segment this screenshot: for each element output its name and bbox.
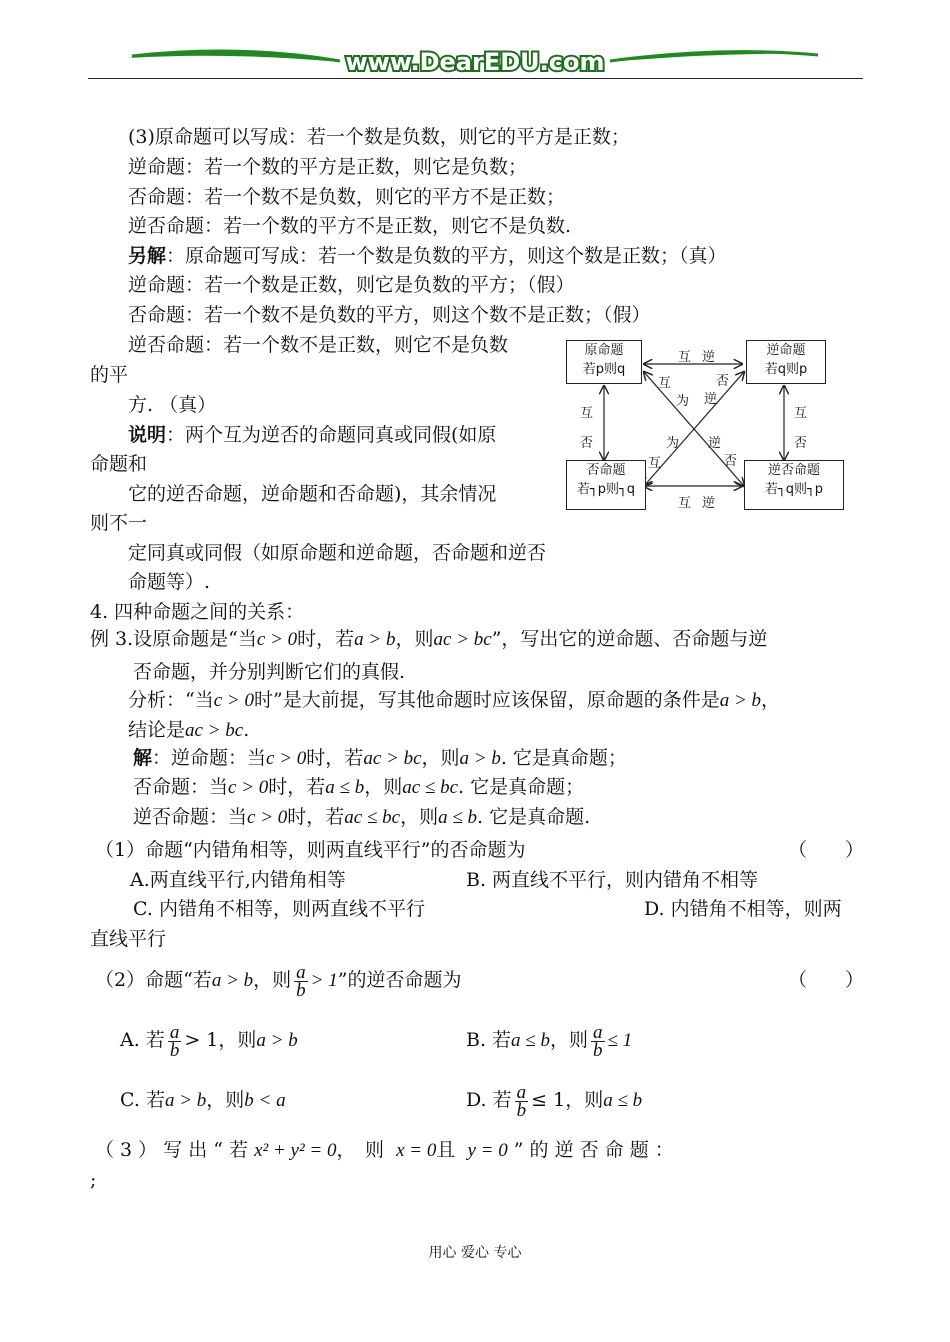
text-line: 逆否命题：若一个数不是正数，则它不是负数 xyxy=(128,334,509,356)
label-ni: 逆 xyxy=(702,350,716,365)
header-banner xyxy=(0,0,950,90)
text-line: 定同真或同假（如原命题和逆命题，否命题和逆否 xyxy=(128,542,547,564)
label-fou: 否 xyxy=(716,374,730,389)
conclusion-line: 结论是ac > bc. xyxy=(128,719,250,741)
q2-answer-paren: （ ） xyxy=(788,969,865,991)
text-line: 则不一 xyxy=(90,512,148,534)
q3-answer-end: ; xyxy=(90,1169,97,1191)
section-heading: 4. 四种命题之间的关系： xyxy=(90,601,305,623)
page-header xyxy=(0,0,950,90)
site-logo-text: www.DearEDU.com xyxy=(345,48,605,76)
text-line: 逆否命题：若一个数的平方不是正数，则它不是负数. xyxy=(128,215,572,237)
alt-solution-label: 另解 xyxy=(128,245,167,267)
text-line: 否命题：若一个数不是负数，则它的平方不是正数； xyxy=(128,186,566,208)
q1-answer-paren: （ ） xyxy=(788,839,865,861)
text-line: 命题和 xyxy=(90,453,148,475)
label-hu: 互 xyxy=(648,456,662,471)
text-line: 否命题：若一个数不是负数的平方，则这个数不是正数；（假） xyxy=(128,304,651,326)
label-hu: 互 xyxy=(678,496,692,511)
q1-option-c: C. 内错角不相等，则两直线不平行 xyxy=(133,898,425,920)
solution-line-3: 逆否命题：当c > 0时，若ac ≤ bc，则a ≤ b. 它是真命题. xyxy=(133,806,591,828)
note-label: 说明 xyxy=(128,424,167,446)
q1-option-b: B. 两直线不平行，则内错角不相等 xyxy=(466,869,759,891)
box-inverse-proposition: 否命题 若┐p则┐q xyxy=(566,460,646,510)
box-original-proposition: 原命题 若p则q xyxy=(566,340,642,384)
label-fou: 否 xyxy=(724,454,738,469)
box-converse-proposition: 逆命题 若q则p xyxy=(746,340,826,384)
label-ni: 逆 xyxy=(702,496,716,511)
text-line: 说明：两个互为逆否的命题同真或同假(如原 xyxy=(128,424,497,446)
page-footer: 用心 爱心 专心 xyxy=(428,1245,522,1261)
example-3-statement: 例 3.设原命题是“当c > 0时，若a > b，则ac > bc”，写出它的逆命题、否命题与逆 xyxy=(90,628,768,650)
q1-option-a: A.两直线平行,内错角相等 xyxy=(130,869,346,891)
solution-line-1: 解：逆命题：当c > 0时，若ac > bc，则a > b. 它是真命题； xyxy=(133,747,627,769)
q2-option-c: C. 若a > b，则b < a xyxy=(120,1089,286,1111)
text-line: 逆命题：若一个数的平方是正数，则它是负数； xyxy=(128,156,528,178)
text-line: 的平 xyxy=(90,364,129,386)
q2-option-a: A. 若 $\frac{a}{b}$ > 1，则a > b xyxy=(120,1021,298,1061)
label-ni: 逆 xyxy=(704,392,718,407)
label-fou: 否 xyxy=(580,436,594,451)
label-hu: 互 xyxy=(658,376,672,391)
text-line: 方. （真） xyxy=(128,394,217,416)
box-contrapositive-proposition: 逆否命题 若┐q则┐p xyxy=(744,460,844,510)
label-wei: 为 xyxy=(676,394,690,409)
q3-stem: （ 3 ） 写 出 “ 若 x² + y² = 0， 则 x = 0且 y = 0 ” 的 逆 否 命 题 ： xyxy=(95,1139,674,1161)
text-line: 逆命题：若一个数是正数，则它是负数的平方；（假） xyxy=(128,274,575,296)
label-ni: 逆 xyxy=(708,436,722,451)
q2-option-b: B. 若a ≤ b，则 $\frac{a}{b}$ ≤ 1 xyxy=(466,1021,633,1061)
label-hu: 互 xyxy=(580,406,594,421)
text-line: 它的逆否命题，逆命题和否命题)，其余情况 xyxy=(128,483,497,505)
header-rule xyxy=(88,78,863,79)
text-line: (3)原命题可以写成：若一个数是负数，则它的平方是正数； xyxy=(128,126,630,148)
label-wei: 为 xyxy=(666,436,680,451)
text-line: 命题等）. xyxy=(128,571,211,593)
solution-line-2: 否命题：当c > 0时，若a ≤ b，则ac ≤ bc. 它是真命题； xyxy=(133,776,585,798)
label-hu: 互 xyxy=(678,350,692,365)
label-hu: 互 xyxy=(794,406,808,421)
q2-option-d: D. 若 $\frac{a}{b}$ ≤ 1，则a ≤ b xyxy=(466,1081,643,1121)
four-propositions-diagram xyxy=(562,336,848,516)
q1-stem: （1）命题“内错角相等，则两直线平行”的否命题为 xyxy=(95,839,526,861)
text-line: 否命题，并分别判断它们的真假. xyxy=(133,661,406,683)
text-line: 另解：原命题可写成：若一个数是负数的平方，则这个数是正数；（真） xyxy=(128,245,727,267)
q1-option-d: D. 内错角不相等，则两 xyxy=(644,898,842,920)
q1-option-d-cont: 直线平行 xyxy=(90,928,167,950)
q2-stem: （2）命题“若a > b，则 $\frac{a}{b}$ > 1”的逆否命题为 xyxy=(95,961,462,1001)
label-fou: 否 xyxy=(794,436,808,451)
analysis-line: 分析：“当c > 0时”是大前提，写其他命题时应该保留，原命题的条件是a > b， xyxy=(128,689,781,711)
